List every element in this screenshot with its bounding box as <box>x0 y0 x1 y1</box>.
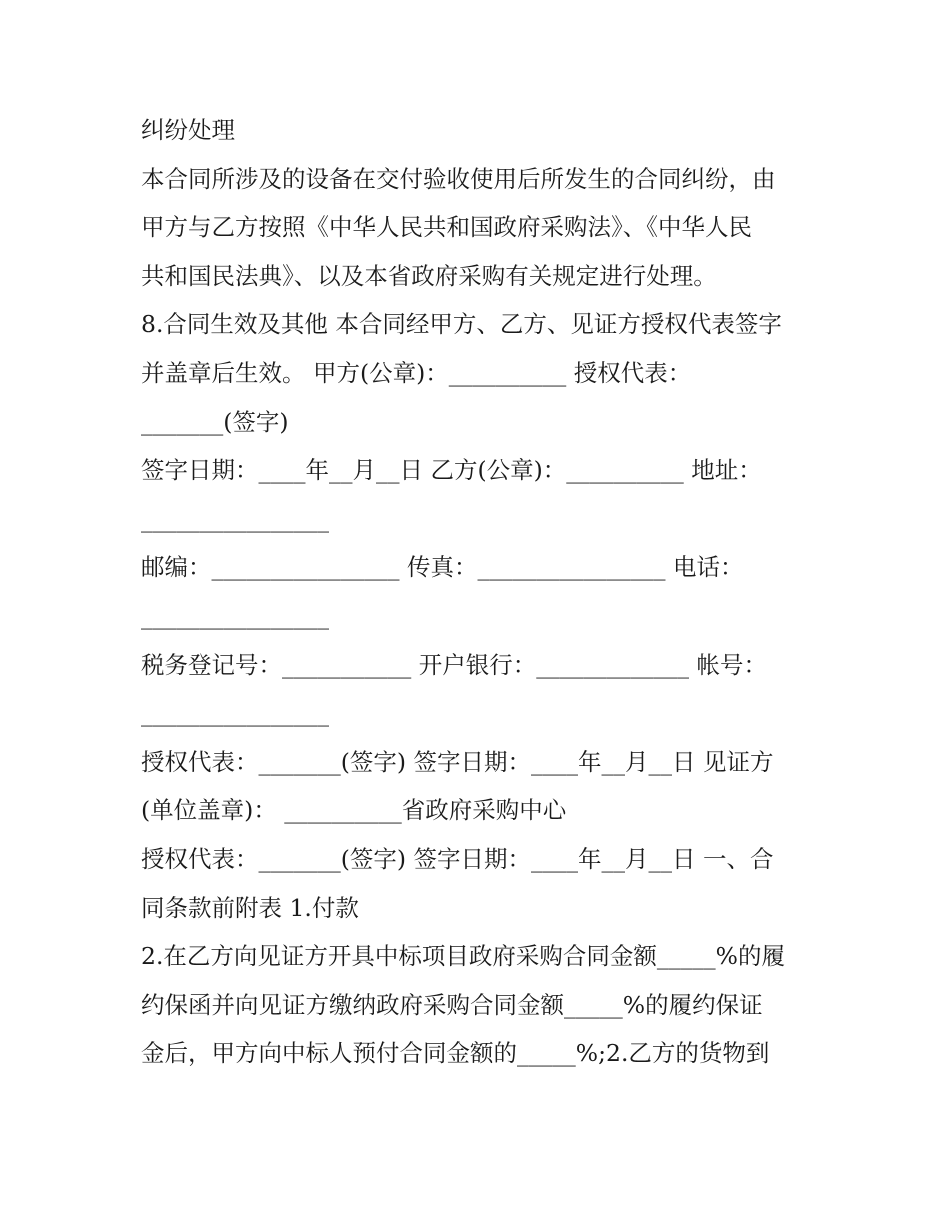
text-line: 8.合同生效及其他 本合同经甲方、乙方、见证方授权代表签字 <box>141 310 782 339</box>
text-line: 签字日期：____年__月__日 乙方(公章)：__________ 地址： <box>141 456 762 485</box>
text-line: 约保函并向见证方缴纳政府采购合同金额_____%的履约保证 <box>141 990 763 1019</box>
section-heading: 纠纷处理 <box>141 116 235 144</box>
text-line: 甲方与乙方按照《中华人民共和国政府采购法》、《中华人民 <box>141 213 752 242</box>
text-line: (单位盖章)： __________省政府采购中心 <box>141 796 567 825</box>
text-line: 并盖章后生效。 甲方(公章)：__________ 授权代表： <box>141 358 692 387</box>
text-line: 税务登记号：___________ 开户银行：_____________ 帐号： <box>141 650 767 679</box>
text-line: 2.在乙方向见证方开具中标项目政府采购合同金额_____%的履 <box>141 942 786 971</box>
text-line: ________________ <box>141 504 329 533</box>
text-line: 共和国民法典》、以及本省政府采购有关规定进行处理。 <box>141 261 717 290</box>
text-line: 邮编：________________ 传真：________________ 电话： <box>141 553 744 582</box>
text-line: 授权代表：_______(签字) 签字日期：____年__月__日 见证方 <box>141 747 774 776</box>
text-line: ________________ <box>141 699 329 728</box>
text-line: 本合同所涉及的设备在交付验收使用后所发生的合同纠纷，由 <box>141 164 776 193</box>
text-line: 授权代表：_______(签字) 签字日期：____年__月__日 一、合 <box>141 844 774 873</box>
text-line: ________________ <box>141 601 329 630</box>
text-line: _______(签字) <box>141 407 289 436</box>
text-line: 同条款前附表 1.付款 <box>141 893 359 922</box>
text-line: 金后，甲方向中标人预付合同金额的_____%;2.乙方的货物到 <box>141 1039 770 1068</box>
document-body <box>141 106 821 1078</box>
